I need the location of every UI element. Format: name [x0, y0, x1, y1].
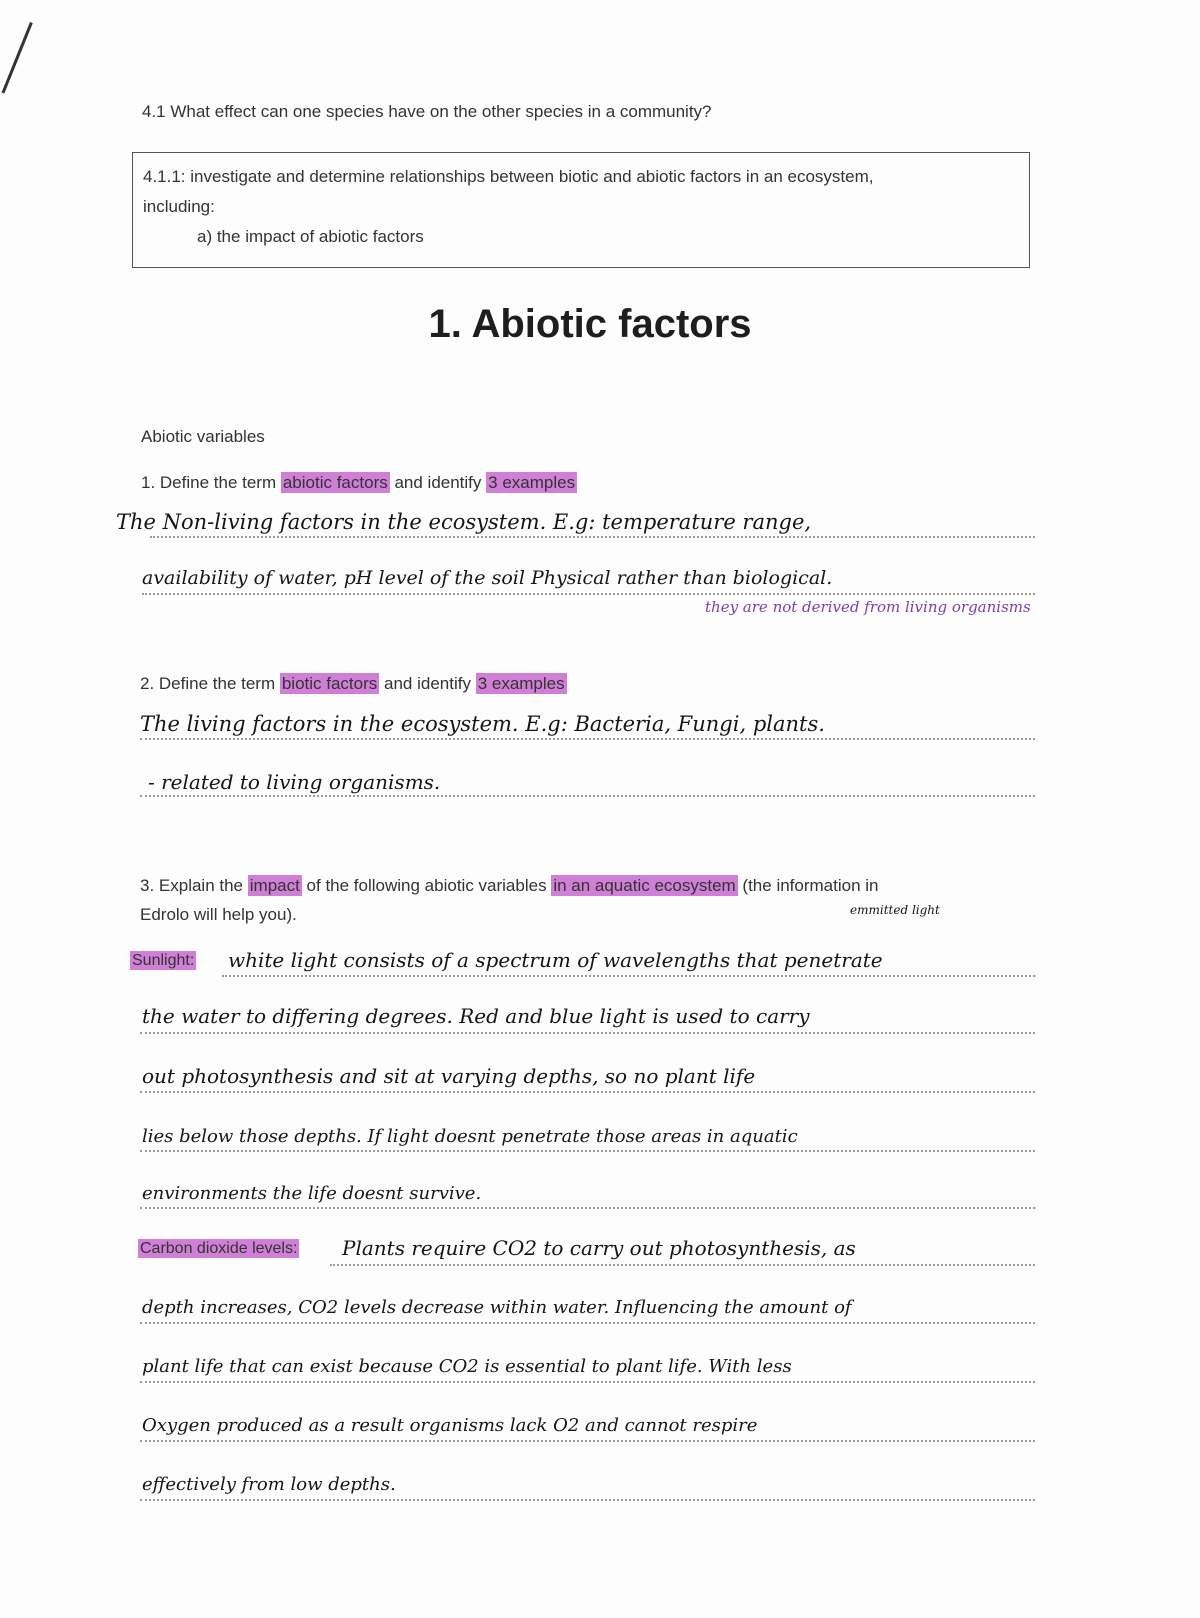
q2-prefix: 2. Define the term — [140, 674, 280, 693]
answer-line — [222, 975, 1035, 977]
q1-answer-line-2: availability of water, pH level of the soil Physical rather than biological. — [142, 567, 833, 589]
co2-line-3: plant life that can exist because CO2 is essential to plant life. With less — [142, 1356, 792, 1377]
sunlight-line-5: environments the life doesnt survive. — [142, 1183, 482, 1204]
q3-impact-highlight: impact — [249, 876, 300, 895]
sunlight-line-3: out photosynthesis and sit at varying depths, so no plant life — [142, 1064, 756, 1088]
page-title: 1. Abiotic factors — [428, 302, 752, 346]
answer-line — [140, 1440, 1035, 1442]
q1-prefix: 1. Define the term — [141, 473, 281, 492]
pen-slash-mark — [2, 22, 33, 94]
co2-line-5: effectively from low depths. — [142, 1474, 396, 1495]
question-1 — [141, 473, 577, 493]
answer-line — [140, 1032, 1035, 1034]
answer-line — [150, 536, 1035, 538]
co2-line-4: Oxygen produced as a result organisms lack O2 and cannot respire — [142, 1415, 758, 1436]
outcome-line-1: 4.1.1: investigate and determine relationships between biotic and abiotic factors in an ecosystem, — [143, 167, 874, 186]
q3-annotation: emmitted light — [850, 903, 940, 917]
answer-line — [140, 1150, 1035, 1152]
answer-line — [140, 795, 1035, 797]
answer-line — [140, 738, 1035, 740]
outcome-line-3: a) the impact of abiotic factors — [197, 227, 424, 246]
study-outcome-box — [132, 152, 1030, 268]
q3-mid: of the following abiotic variables — [301, 876, 552, 895]
q1-side-note: they are not derived from living organisms — [705, 598, 1031, 616]
question-3 — [140, 876, 879, 896]
section-label: Abiotic variables — [141, 427, 265, 446]
co2-label: Carbon dioxide levels: — [140, 1240, 298, 1257]
q3-line-2: Edrolo will help you). — [140, 905, 297, 924]
answer-line — [330, 1264, 1035, 1266]
q2-examples-highlight: 3 examples — [477, 674, 565, 693]
q3-suffix: (the information in — [737, 876, 879, 895]
answer-line — [140, 1091, 1035, 1093]
co2-line-1: Plants require CO2 to carry out photosynthesis, as — [342, 1236, 856, 1260]
answer-line — [142, 593, 1035, 595]
topic-question: 4.1 What effect can one species have on the other species in a community? — [142, 102, 712, 121]
q1-term-highlight: abiotic factors — [282, 473, 388, 492]
q1-mid: and identify — [389, 473, 487, 492]
question-2 — [140, 674, 567, 694]
answer-line — [140, 1322, 1035, 1324]
q1-examples-highlight: 3 examples — [488, 473, 576, 492]
q2-term-highlight: biotic factors — [281, 674, 378, 693]
answer-line — [140, 1381, 1035, 1383]
sunlight-label-wrap — [130, 952, 196, 970]
co2-line-2: depth increases, CO2 levels decrease within water. Influencing the amount of — [142, 1297, 852, 1318]
sunlight-label: Sunlight: — [132, 952, 195, 969]
outcome-line-2: including: — [143, 197, 215, 216]
q3-prefix: 3. Explain the — [140, 876, 248, 895]
answer-line — [140, 1499, 1035, 1501]
sunlight-line-2: the water to differing degrees. Red and blue light is used to carry — [142, 1004, 810, 1028]
q2-answer-line-2: - related to living organisms. — [148, 770, 441, 794]
q3-context-highlight: in an aquatic ecosystem — [553, 876, 736, 895]
co2-label-wrap — [138, 1240, 299, 1258]
q1-answer-line-1: The Non-living factors in the ecosystem. E.g: temperature range, — [116, 510, 812, 534]
sunlight-line-1: white light consists of a spectrum of wavelengths that penetrate — [228, 948, 883, 972]
q2-answer-line-1: The living factors in the ecosystem. E.g: Bacteria, Fungi, plants. — [140, 712, 825, 736]
answer-line — [140, 1207, 1035, 1209]
sunlight-line-4: lies below those depths. If light doesnt penetrate those areas in aquatic — [142, 1126, 798, 1147]
q2-mid: and identify — [379, 674, 476, 693]
